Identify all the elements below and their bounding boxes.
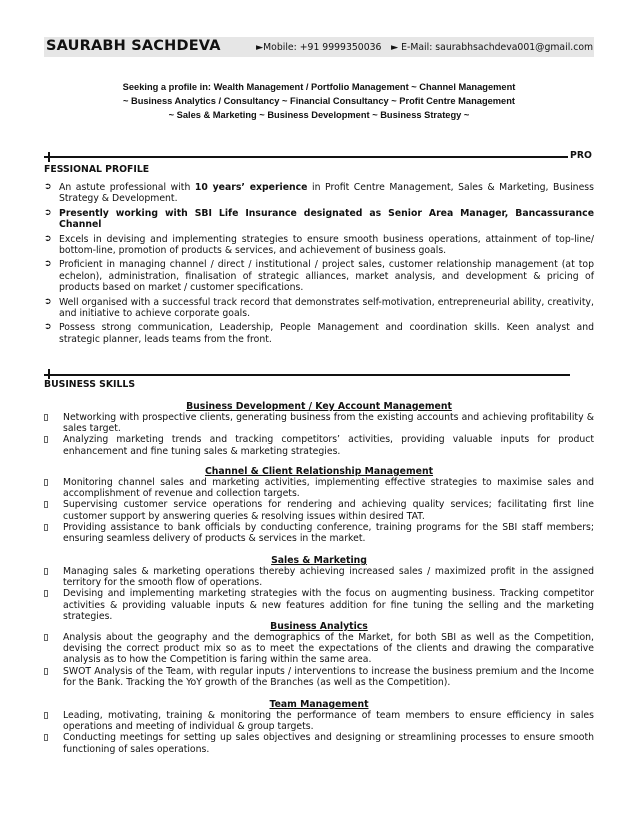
profile-item	[44, 259, 594, 293]
skill-item-text: Providing assistance to bank officials by conducting conference, training programs for the SBI staff members; ensuring seamless delivery of products & services in the market.	[63, 521, 594, 545]
skill-item-text: Leading, motivating, training & monitoring the performance of team members to ensure efficiency in sales operations and meeting of individual & group targets.	[63, 710, 594, 733]
box-bullet-icon	[44, 524, 48, 531]
arrow-bullet-icon: ➲	[44, 182, 52, 192]
skill-group-list	[44, 710, 594, 755]
profile-item	[44, 322, 594, 345]
skill-item	[44, 477, 594, 499]
skill-group-heading: Sales & Marketing	[271, 555, 367, 566]
profile-list	[44, 182, 594, 348]
skill-group-list	[44, 477, 594, 544]
box-bullet-icon	[44, 590, 48, 597]
skill-item	[44, 434, 594, 456]
skill-item-text: Monitoring channel sales and marketing activities, implementing effective strategies to maximise sales and accomplishment of revenue and collection targets.	[63, 477, 594, 500]
skill-item	[44, 632, 594, 666]
profile-item-text: Possess strong communication, Leadership, People Management and coordination skills. Keen analyst and strategic planner, leads teams from the front.	[59, 322, 594, 345]
profile-item	[44, 182, 594, 205]
box-bullet-icon	[44, 479, 48, 486]
skill-item	[44, 566, 594, 588]
box-bullet-icon	[44, 668, 48, 675]
box-bullet-icon	[44, 712, 48, 719]
box-bullet-icon	[44, 414, 48, 421]
skill-item-text: Devising and implementing marketing strategies with the focus on augmenting business. Tracking competitor activities & providing valuable inputs & new features addition for fine tuning the selling and the marketing strategies.	[63, 588, 594, 622]
skill-group-heading: Team Management	[269, 699, 369, 710]
skill-item	[44, 499, 594, 521]
profile-title-tail: PRO	[570, 150, 592, 161]
profile-item-text: Proficient in managing channel / direct / institutional / project sales, customer relationship management (at top echelon), administration, finalisation of strategic alliances, market analysis, and development & pricing of products based on market / customer specifications.	[59, 259, 594, 294]
mobile-contact: ►Mobile: +91 9999350036	[256, 42, 382, 53]
skill-item	[44, 710, 594, 732]
skills-title: BUSINESS SKILLS	[44, 379, 136, 390]
skill-item	[44, 522, 594, 544]
profile-item	[44, 297, 594, 320]
profile-item-highlight: Presently working with SBI Life Insurance designated as Senior Area Manager, Bancassurance Channel	[59, 207, 594, 231]
arrow-bullet-icon: ➲	[44, 322, 52, 333]
profile-divider	[44, 156, 568, 158]
profile-item	[44, 208, 594, 231]
arrow-bullet-icon: ➲	[44, 296, 52, 307]
arrow-bullet-icon: ➲	[44, 233, 52, 244]
seeking-line-2: ~ Business Analytics / Consultancy ~ Financial Consultancy ~ Profit Centre Management	[122, 96, 516, 106]
skill-group-heading: Business Analytics	[270, 621, 368, 632]
header-bar	[44, 37, 594, 57]
box-bullet-icon	[44, 501, 48, 508]
arrow-bullet-icon: ➲	[44, 259, 52, 270]
seeking-line-3: ~ Sales & Marketing ~ Business Development ~ Business Strategy ~	[168, 110, 470, 120]
skill-group-list	[44, 412, 594, 457]
skill-item-text: Conducting meetings for setting up sales objectives and designing or streamlining processes to ensure smooth functioning of sales operations.	[63, 732, 594, 755]
skill-item-text: Supervising customer service operations for rendering and achieving quality services; facilitating first line customer support by answering queries & resolving issues within desired TAT.	[63, 499, 594, 522]
profile-item-text: An astute professional with	[59, 182, 195, 193]
box-bullet-icon	[44, 436, 48, 443]
box-bullet-icon	[44, 568, 48, 575]
skill-item	[44, 412, 594, 434]
skill-group-heading: Business Development / Key Account Management	[186, 401, 452, 412]
skill-item	[44, 666, 594, 688]
seeking-line-1: Seeking a profile in: Wealth Management / Portfolio Management ~ Channel Management	[122, 82, 516, 92]
candidate-name: SAURABH SACHDEVA	[46, 38, 221, 54]
profile-item-text: in Profit Centre Management, Sales & Marketing, Business Strategy & Development.	[59, 182, 594, 205]
skill-group-list	[44, 566, 594, 622]
box-bullet-icon	[44, 734, 48, 741]
profile-item-text: Excels in devising and implementing strategies to ensure smooth business operations, attainment of top-line/ bottom-line, promotion of products & services, and achievement of business goals.	[59, 233, 594, 257]
skills-divider	[44, 374, 570, 376]
profile-item-text: Well organised with a successful track record that demonstrates self-motivation, entrepreneurial ability, creativity, and initiative to achieve corporate goals.	[59, 296, 594, 320]
skill-item-text: Analysis about the geography and the demographics of the Market, for both SBI as well as the Competition, devising the correct product mix so as to meet the expectations of the clients and drawing the comparative analysis as to how the Competition is faring within the same area.	[63, 632, 594, 666]
skill-group-heading: Channel & Client Relationship Management	[204, 466, 434, 477]
skill-item	[44, 588, 594, 622]
box-bullet-icon	[44, 634, 48, 641]
profile-item	[44, 234, 594, 257]
profile-divider-tick	[48, 152, 50, 162]
skill-item-text: Analyzing marketing trends and tracking competitors’ activities, providing valuable inputs for product enhancement and fine tuning sales & marketing strategies.	[63, 434, 594, 457]
skill-item-text: Managing sales & marketing operations thereby achieving increased sales / maximized profit in the assigned territory for the smooth flow of operations.	[63, 566, 594, 589]
profile-item-highlight: 10 years’ experience	[194, 182, 308, 193]
arrow-bullet-icon: ➲	[44, 207, 52, 218]
email-contact: ► E-Mail: saurabhsachdeva001@gmail.com	[391, 42, 594, 53]
skill-item-text: Networking with prospective clients, generating business from the existing accounts and achieving profitability & sales target.	[63, 412, 594, 435]
skill-group-list	[44, 632, 594, 688]
profile-title: FESSIONAL PROFILE	[44, 164, 150, 175]
skill-item-text: SWOT Analysis of the Team, with regular inputs / interventions to increase the business premium and the Income for the Bank. Tracking the YoY growth of the Branches (as well as the Competition).	[63, 665, 594, 688]
skills-divider-tick	[48, 369, 50, 379]
skill-item	[44, 732, 594, 754]
